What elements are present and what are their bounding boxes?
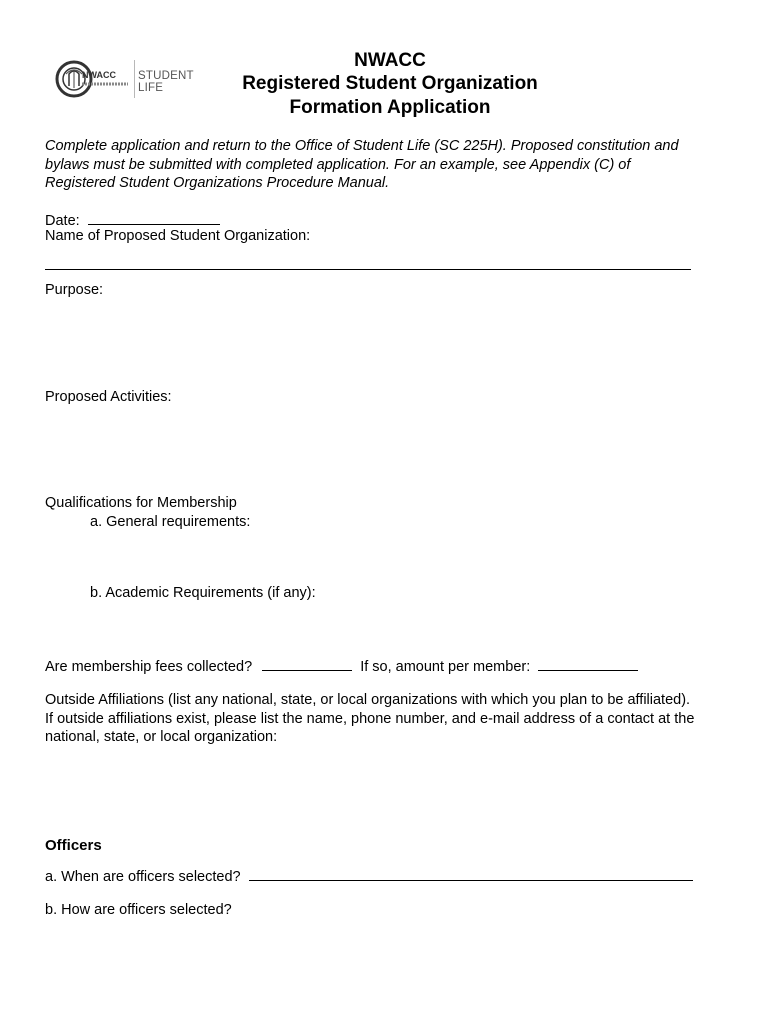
affiliations-text [45,691,694,747]
intro-line: bylaws must be submitted with completed application. For an example, see Appendix (C) of [45,156,631,173]
fees-field[interactable] [262,656,352,671]
title-org: NWACC [354,50,426,71]
officers-when-row [45,866,693,885]
general-requirements-label: a. General requirements: [90,514,251,530]
purpose-label: Purpose: [45,282,104,298]
activities-label: Proposed Activities: [45,389,172,405]
logo-divider [134,60,135,98]
affiliations-line: Outside Affiliations (list any national, state, or local organizations with which you plan to be affiliated). [45,692,691,708]
fees-label: Are membership fees collected? [45,659,253,675]
officers-when-field[interactable] [249,866,693,881]
affiliations-line: If outside affiliations exist, please list the name, phone number, and e-mail address of a contact at the [45,710,695,727]
nwacc-student-life-logo [52,56,216,102]
amount-field[interactable] [538,656,638,671]
qualifications-label: Qualifications for Membership [45,495,237,511]
logo-text: NWACC [82,70,116,80]
org-name-field[interactable] [45,269,691,270]
intro-line: Registered Student Organizations Procedure Manual. [45,175,390,191]
affiliations-line: national, state, or local organization: [45,729,278,745]
org-name-label: Name of Proposed Student Organization: [45,228,311,244]
title-main: Registered Student Organization [242,73,538,94]
date-label: Date: [45,213,80,229]
officers-how-label: b. How are officers selected? [45,902,232,918]
nwacc-emblem-icon [52,56,132,102]
amount-label: If so, amount per member: [360,659,531,675]
intro-line: Complete application and return to the Office of Student Life (SC 225H). Proposed constitution and [45,138,679,154]
date-field[interactable] [88,210,220,225]
officers-heading: Officers [45,837,102,854]
fees-row [45,656,638,675]
date-row [45,210,220,229]
logo-subtext: STUDENT LIFE [138,70,194,94]
title-sub: Formation Application [289,97,491,118]
officers-when-label: a. When are officers selected? [45,869,241,885]
intro-instructions [45,137,735,193]
academic-requirements-label: b. Academic Requirements (if any): [90,585,316,601]
